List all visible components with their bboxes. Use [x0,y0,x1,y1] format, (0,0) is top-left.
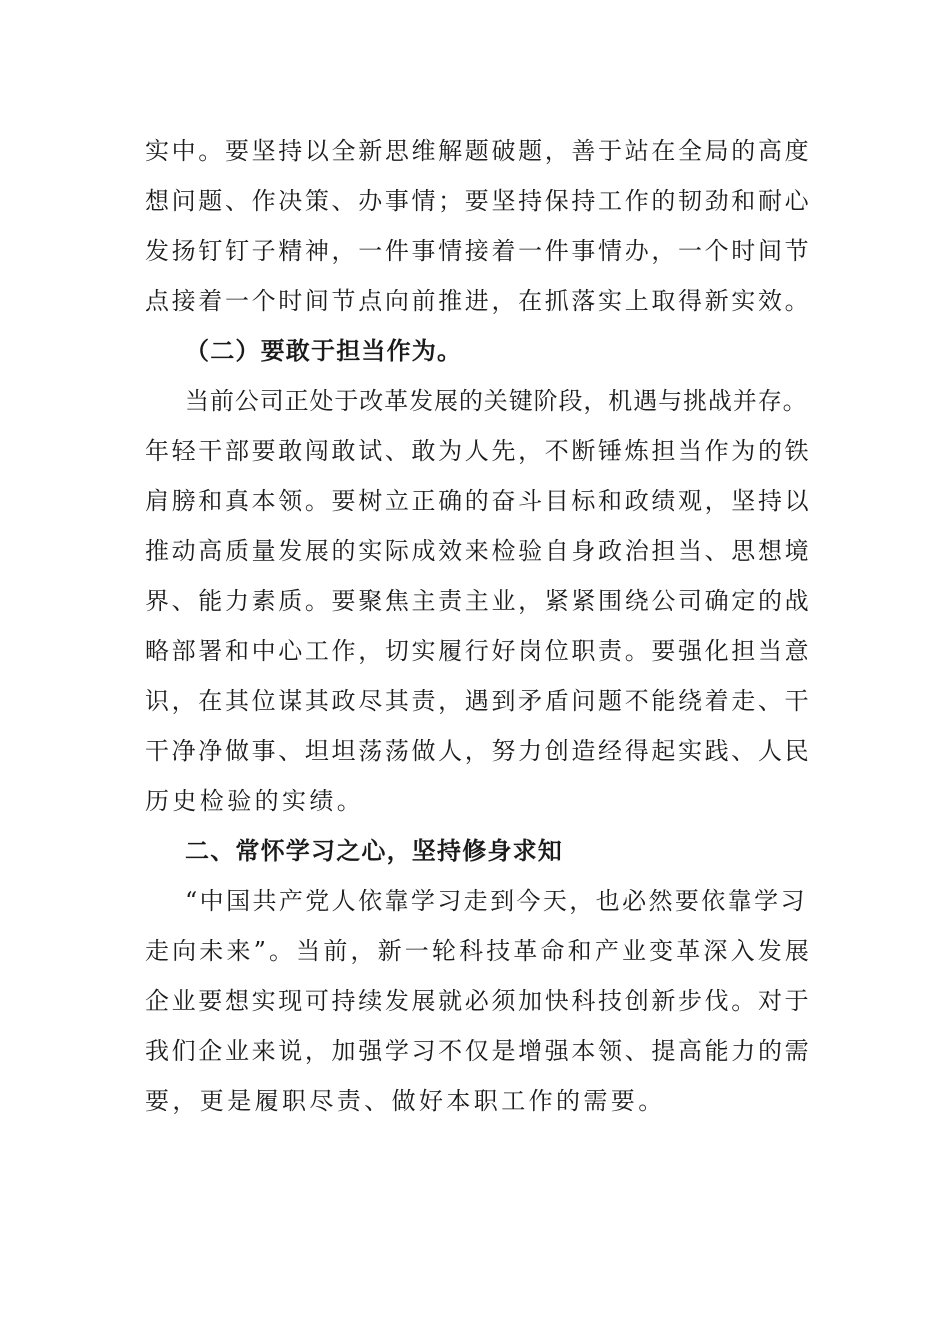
body-line: 点接着一个时间节点向前推进，在抓落实上取得新实效。 [145,287,812,315]
body-line: 企业要想实现可持续发展就必须加快科技创新步伐。对于 [145,987,812,1015]
body-line: 发扬钉钉子精神，一件事情接着一件事情办，一个时间节 [145,237,812,265]
body-line: 干净净做事、坦坦荡荡做人，努力创造经得起实践、人民 [145,737,812,765]
body-line: 年轻干部要敢闯敢试、敢为人先，不断锤炼担当作为的铁 [145,437,812,465]
section-heading: 二、常怀学习之心，坚持修身求知 [185,837,563,865]
body-line: “中国共产党人依靠学习走到今天，也必然要依靠学习 [185,887,807,915]
body-line: 走向未来”。当前，新一轮科技革命和产业变革深入发展 [145,937,813,965]
body-line: 实中。要坚持以全新思维解题破题，善于站在全局的高度 [145,137,812,165]
body-line: 历史检验的实绩。 [145,787,365,815]
section-heading: （二）要敢于担当作为。 [185,337,463,365]
body-line: 界、能力素质。要聚焦主责主业，紧紧围绕公司确定的战 [145,587,812,615]
body-line: 识，在其位谋其政尽其责，遇到矛盾问题不能绕着走、干 [145,687,812,715]
body-line: 当前公司正处于改革发展的关键阶段，机遇与挑战并存。 [185,387,808,415]
body-line: 推动高质量发展的实际成效来检验自身政治担当、思想境 [145,537,812,565]
body-line: 我们企业来说，加强学习不仅是增强本领、提高能力的需 [145,1037,812,1065]
body-line: 想问题、作决策、办事情；要坚持保持工作的韧劲和耐心 [145,187,812,215]
body-line: 肩膀和真本领。要树立正确的奋斗目标和政绩观，坚持以 [145,487,812,515]
body-line: 略部署和中心工作，切实履行好岗位职责。要强化担当意 [145,637,812,665]
body-line: 要，更是履职尽责、做好本职工作的需要。 [145,1087,666,1115]
